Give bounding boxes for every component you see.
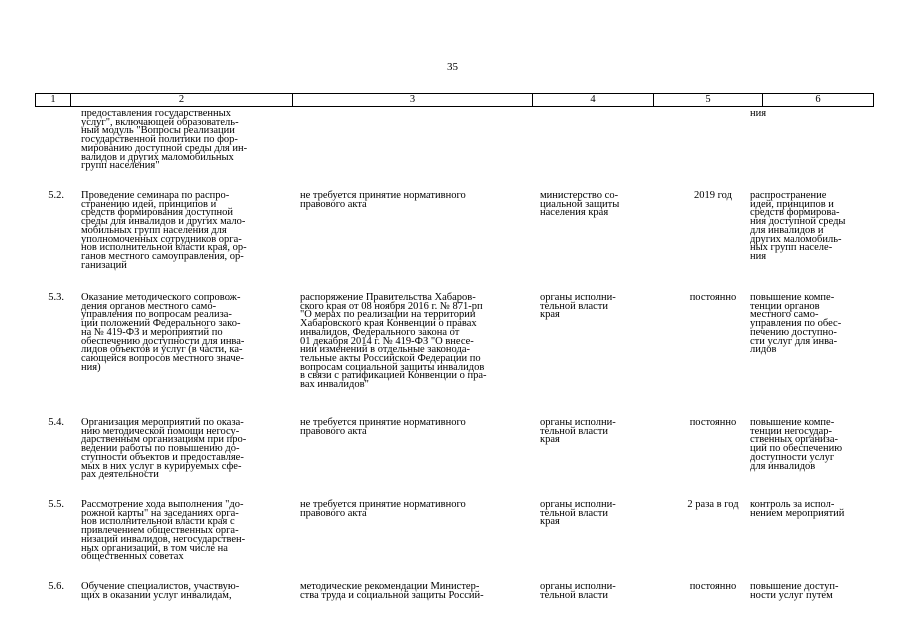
term-text: 2019 год (694, 190, 732, 201)
row-number: 5.3. (48, 292, 64, 303)
column-header-6: 6 (763, 94, 874, 107)
measure-text: Рассмотрение хода выполнения "до- рожной карты" на заседаниях орга- нов исполнительной власти края с привлечением общественных орга- низаций инвалидов, негосударствен- ных организаций, в том числе на общественных советах (81, 499, 246, 563)
measure-text: Организация мероприятий по оказа- нию методической помощи негосу- дарственным организациям при про- ведении работы по повышению до- ступности объектов и предоставляе- мых в них услуг в курируемых сфе- рах деятельности (81, 417, 247, 481)
legal-act-text: распоряжение Правительства Хабаров- ского края от 08 ноября 2016 г. № 871-рп "О мерах по реализации на территории Хабаровского края Конвенции о правах инвалидов, Федерального закона от 01 декабря 2014 г. № 419-ФЗ "О внесе- нии изменений в отдельные законода- тельные акты Российской Федерации по вопросам социальной защиты инвалидов в связи с ратификацией Конвенции о пра- вах инвалидов" (300, 292, 487, 391)
row-number: 5.2. (48, 190, 64, 201)
executor-text: органы исполни- тельной власти края (540, 417, 616, 446)
executor-text: министерство со- циальной защиты населения края (540, 190, 620, 219)
column-header-2: 2 (71, 94, 293, 107)
executor-text: органы исполни- тельной власти края (540, 499, 616, 528)
executor-text: органы исполни- тельной власти края (540, 292, 616, 321)
term-text: постоянно (689, 581, 737, 592)
result-text: ния (750, 108, 767, 119)
legal-act-text: не требуется принятие нормативного правового акта (300, 499, 466, 519)
result-text: контроль за испол- нением мероприятий (750, 499, 845, 519)
term-text: постоянно (689, 292, 737, 303)
column-header-1: 1 (36, 94, 71, 107)
measure-text: Обучение специалистов, участвую- щих в оказании услуг инвалидам, (81, 581, 240, 601)
term-text: постоянно (689, 417, 737, 428)
result-text: распространение идей, принципов и средств формирова- ния доступной среды для инвалидов и других маломобиль- ных групп населе- ния (750, 190, 846, 262)
result-text: повышение компе- тенции органов местного само- управления по обес- печению доступно- сти услуг для инва- лидов (750, 292, 842, 356)
executor-text: органы исполни- тельной власти (540, 581, 616, 601)
row-number: 5.5. (48, 499, 64, 510)
result-text: повышение доступ- ности услуг путем (750, 581, 839, 601)
column-header-3: 3 (293, 94, 533, 107)
row-number: 5.6. (48, 581, 64, 592)
result-text: повышение компе- тенции негосудар- ственных организа- ций по обеспечению доступности услуг для инвалидов (750, 417, 843, 472)
measure-text: Оказание методического сопровож- дения органов местного само- управления по вопросам реализа- ции положений Федерального зако- на № 419-ФЗ и мероприятий по обеспечению доступности для инва- лидов объектов и услуг (в части, ка- сающейся вопросов местного значе- ния) (81, 292, 245, 373)
row-number: 5.4. (48, 417, 64, 428)
column-number-row (36, 94, 874, 107)
legal-act-text: не требуется принятие нормативного правового акта (300, 190, 466, 210)
column-header-table (35, 93, 874, 107)
legal-act-text: методические рекомендации Министер- ства труда и социальной защиты Россий- (300, 581, 484, 601)
term-text: 2 раза в год (687, 499, 739, 510)
column-header-5: 5 (654, 94, 763, 107)
measure-text: Проведение семинара по распро- странению идей, принципов и средств формирования доступной среды для инвалидов и других мало- мобильных групп населения для уполномоченных сотрудников орга- нов исполнительной власти края, ор- ганов местного самоуправления, ор- ганизаций (81, 190, 247, 271)
measure-text: предоставления государственных услуг", включающей образователь- ный модуль "Вопросы реализации государственной политики по фор- мированию доступной среды для ин- валидов и других маломобильных групп населения" (81, 108, 248, 172)
column-header-4: 4 (533, 94, 654, 107)
page-number: 35 (447, 61, 458, 73)
legal-act-text: не требуется принятие нормативного правового акта (300, 417, 466, 437)
